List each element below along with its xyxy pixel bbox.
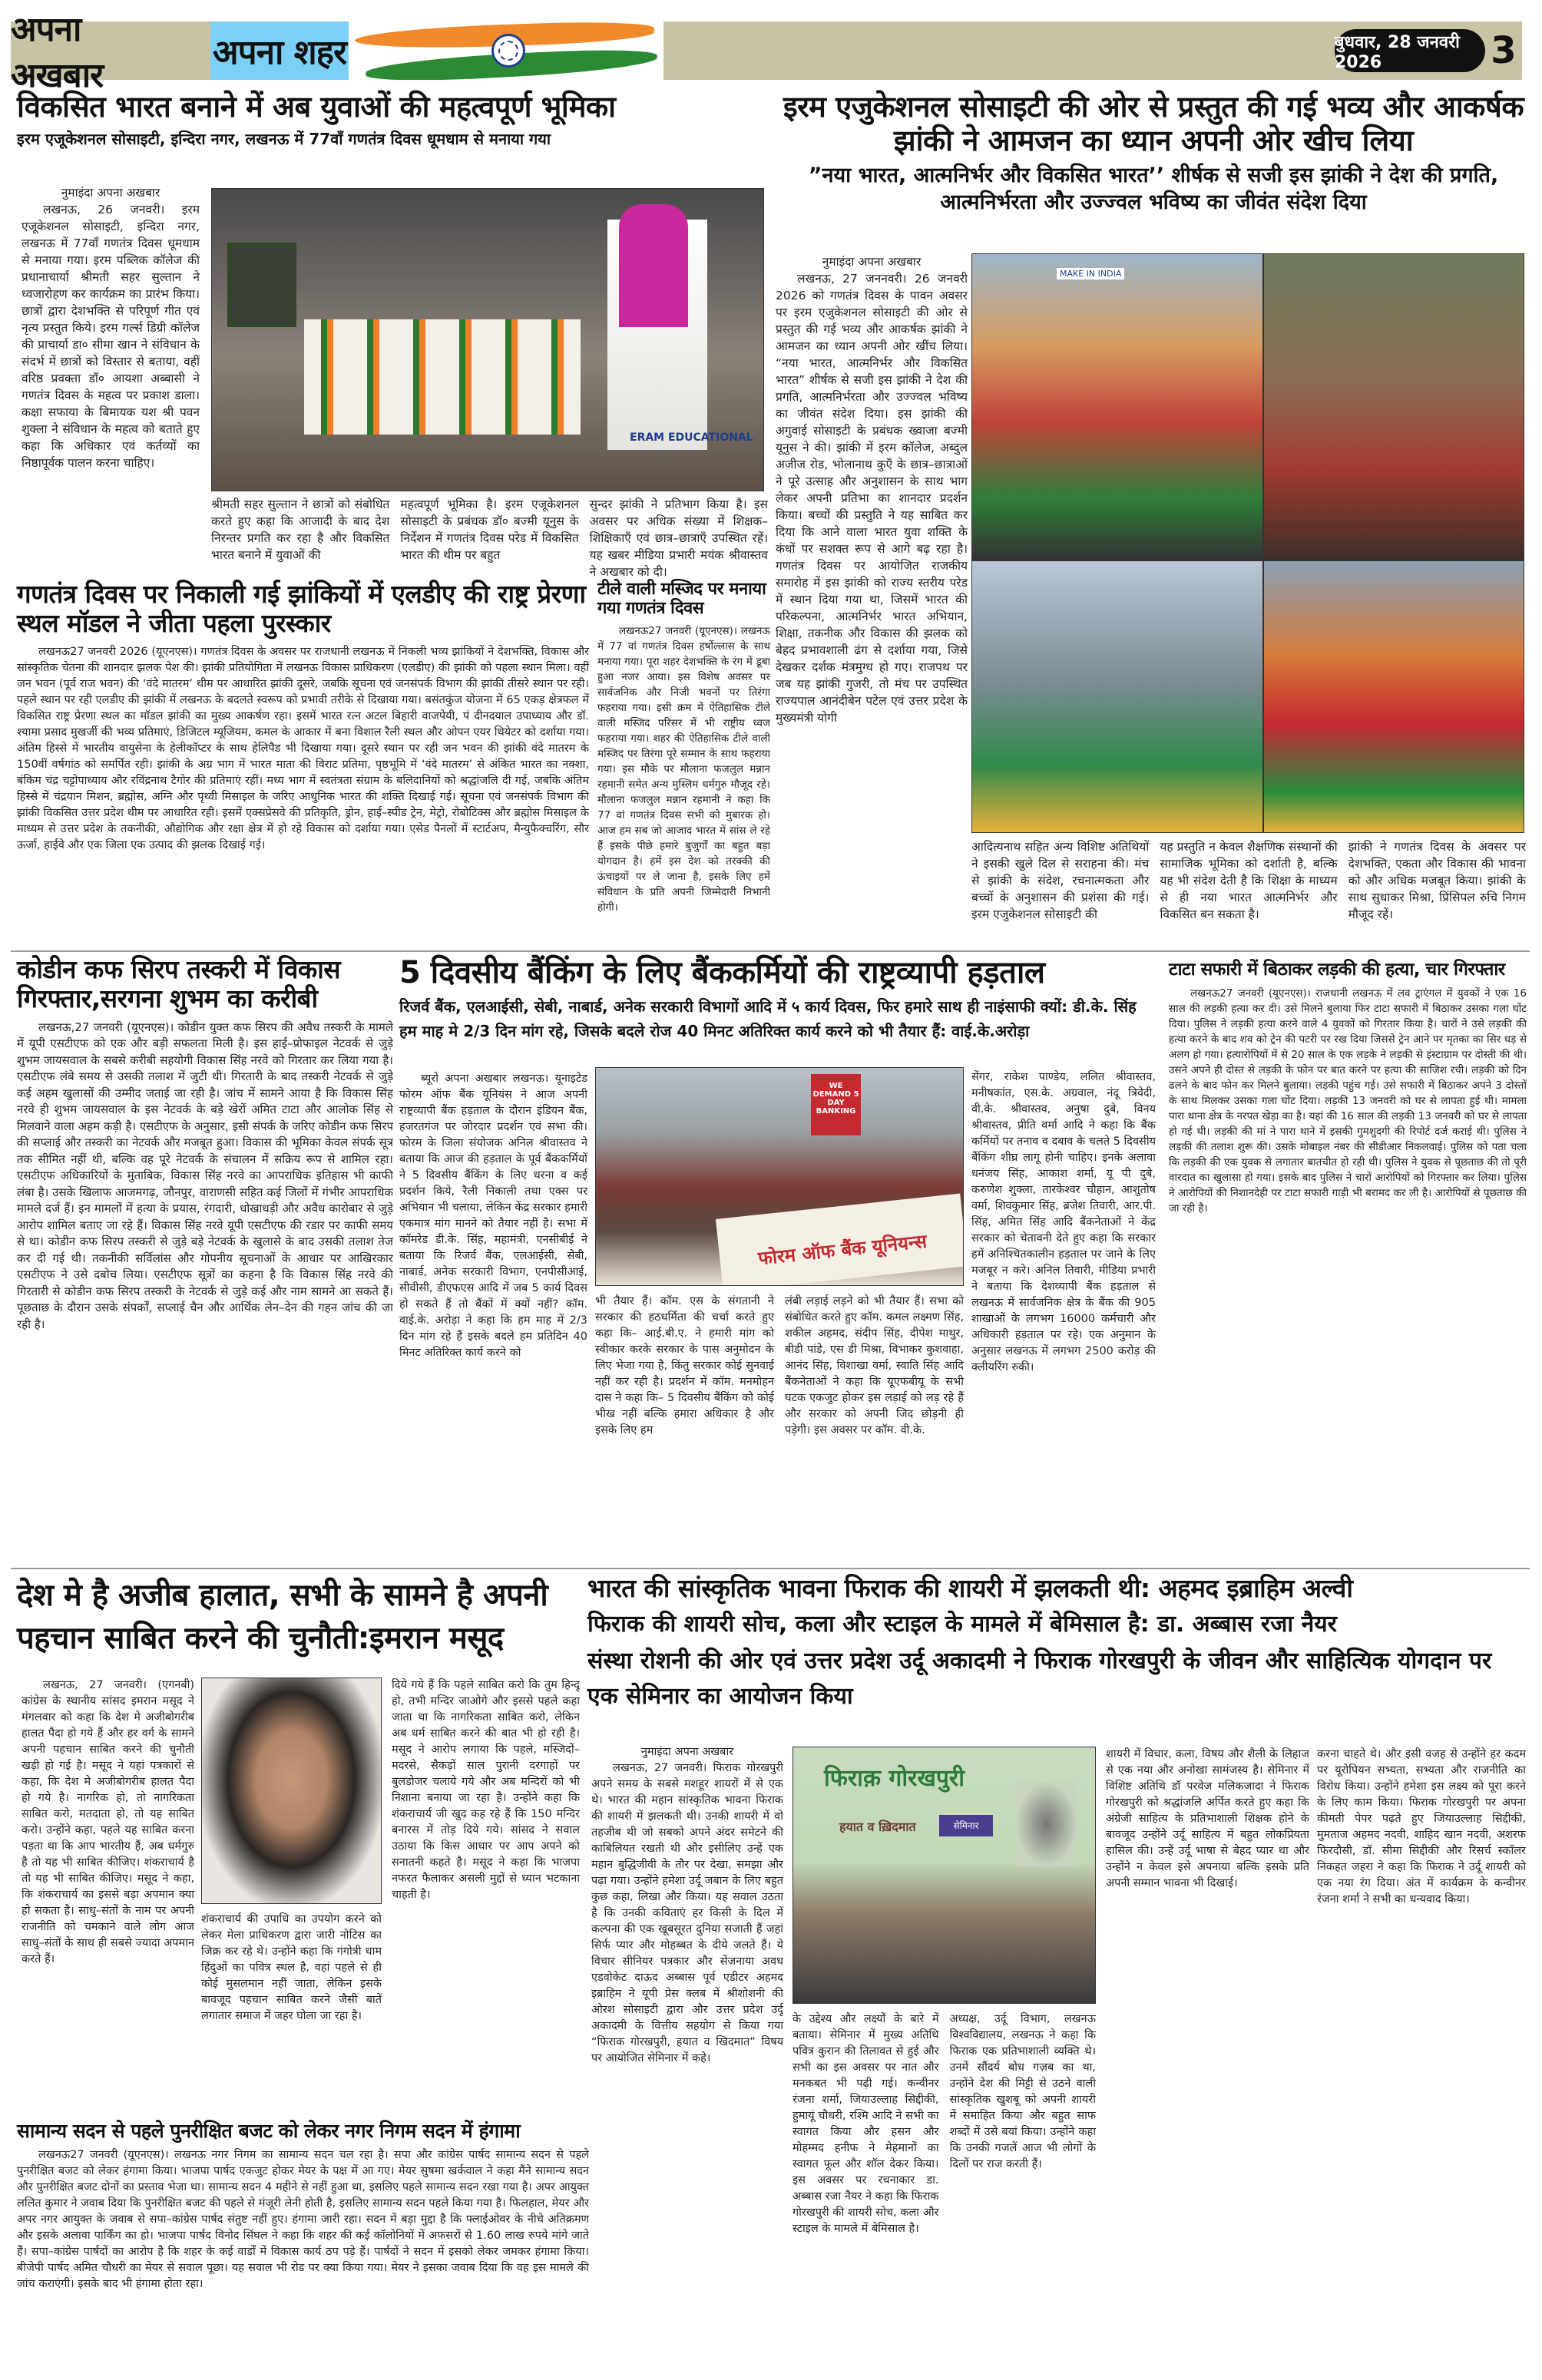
story-imran-masood — [17, 1574, 581, 1660]
article-text: लखनऊ27 जनवरी (यूएनएस)। लखनऊ नगर निगम का सामान्य सदन चल रहा है। सपा और कांग्रेस पार्षद सामान्य सदन से पहले पुनरीक्षित बजट को लेकर हंगामा किया। भाजपा पार्षद एकजुट होकर मेयर के पक्ष में आ गए। मेयर सुषमा खर्कवाल ने कहा मैंने सामान्य सदन और पुनरीक्षित बजट दोनों का प्रस्ताव भेजा था। सामान्य सदन 4 महीने से नहीं हुआ था, इसलिए पहले सामान्य सदन रखा गया है। अपर आयुक्त ललित कुमार ने जवाब दिया कि पुनरीक्षित बजट की पहले से मंजूरी लेनी होती है, इसलिए सामान्य सदन पहले किया गया है। फिलहाल, मेयर और अपर नगर आयुक्त के जवाब से सपा–कांग्रेस पार्षद संतुष्ट नहीं हुए। हंगामा जारी रहा। सदन में बड़ा मुद्दा है कि फ्लाईओवर के नीचे अतिक्रमण और इसके अलावा पार्किंग का हो। भाजपा पार्षद विनोद सिंघल ने कहा कि शहर की कई कॉलोनियों में अफसरों से 1.60 लाख रुपये मांगे जाते हैं। सपा–कांग्रेस पार्षदों का आरोप है कि शहर के कई वार्डों में विकास कार्य ठप पड़े हैं। पार्षदों ने सदन में इसको लेकर जमकर हंगामा किया। बीजेपी पार्षद अमित चौधरी का मेयर से सवाल पूछा। यह सवाल भी रोड पर क्या किया गया। मेयर ने इसका जवाब दिया कि वह इस मामले की जांच कराएंगी। इसके बाद भी हंगामा होता रहा। — [17, 2148, 589, 2290]
happy-republic-day-board — [227, 243, 296, 327]
banner-subtitle: हयात व ख़िदमात — [839, 1820, 916, 1834]
article-text: लखनऊ, 27 जननवरी। 26 जनवरी 2026 को गणतंत्र दिवस के पावन अवसर पर इरम एजुकेशनल सोसाइटी की ओर से प्रस्तुत की गई भव्य और आकर्षक झांकी ने आमजन का ध्यान अपनी ओर खींच लिया। “नया भारत, आत्मनिर्भर और विकसित भारत” शीर्षक से सजी इस झांकी ने देश की प्रगति, आत्मनिर्भरता और उज्ज्वल भविष्य का जीवंत संदेश दिया। इस झांकी की अगुवाई सोसाइटी के प्रबंधक ख्वाजा बज्मी यूनुस ने की। झांकी में इरम कॉलेज, अब्दुल अजीज रोड, भोलानाथ कुएँ के छात्र–छात्राओं ने पूरे उत्साह और अनुशासन के साथ भाग लेकर अपनी प्रतिभा का शानदार प्रदर्शन किया। बच्चों की प्रस्तुति ने यह साबित कर दिया कि आने वाला भारत युवा शक्ति के कंधों पर सशक्त रूप से आगे बढ़ रहा है। गणतंत्र दिवस पर आयोजित राजकीय समारोह में इस झांकी को राज्य स्तरीय परेड में स्थान दिया गया था, जिसमें भारत की परिकल्पना, आत्मनिर्भर भारत अभियान, शिक्षा, तकनीक और विकास की झलक को बेहद प्रभावशाली ढंग से दर्शाया गया, जिसे देखकर दर्शक मंत्रमुग्ध हो गए। राजपथ पर जब यह झांकी गुजरी, तो मंच पर उपस्थित राज्यपाल आनंदीबेन पटेल एवं उत्तर प्रदेश के मुख्यमंत्री योगी — [776, 272, 968, 725]
story-youth-continued — [211, 496, 768, 580]
article-text: झांकी ने गणतंत्र दिवस के अवसर पर देशभक्ति, एकता और विकास की भावना को और अधिक मजबूत किया। झांकी के साथ सुधाकर मिश्रा, प्रिंसिपल रुचि निगम मौजूद रहें। — [1348, 840, 1526, 921]
story-youth-role — [17, 91, 766, 149]
story-tata-safari-murder — [1169, 960, 1527, 1216]
photo-eram-ceremony — [211, 188, 764, 491]
photo-tableau-1 — [971, 253, 1263, 560]
photo-caption: ERAM EDUCATIONAL — [630, 431, 753, 444]
story-firaq-seminar — [587, 1574, 1528, 1715]
subheadline: फिराक की शायरी सोच, कला और स्टाइल के मामले में बेमिसाल है: डा. अब्बास रजा नैयर — [587, 1610, 1337, 1638]
story-bank-col1: ब्यूरो अपना अखबार लखनऊ। यूनाइटेड फोरम ऑफ बैंक यूनियंस ने आज अपनी राष्ट्रव्यापी बैंक हड़ताल के दौरान इंडियन बैंक, हजरतगंज पर जोरदार प्रदर्शन एवं सभा की। फोरम के जिला संयोजक अनिल श्रीवास्तव ने बताया कि आज की हड़ताल के पूर्व बैंककर्मियों ने 5 दिवसीय बैंकिंग के लिए धरना व कई प्रदर्शन किये, रैली निकाली तथा एक्स पर अभियान भी चलाया, लेकिन केंद्र सरकार हमारी एकमात्र मांग मानने को तैयार नहीं है। सभा में कॉमरेड डी.के. सिंह, महामंत्री, एनसीबीई ने बताया कि रिजर्व बैंक, एलआईसी, सेबी, नाबार्ड, अनेक सरकारी विभाग, एनपीसीआई, सीवीसी, डीएफएस आदि में जब 5 कार्य दिवस हो सकते हैं तो बैंकों में क्यों नहीं? कॉम. वाई.के. अरोड़ा ने कहा कि हम माह में 2/3 दिन मांग रहे हैं इसके बदले हम प्रतिदिन 40 मिनट अतिरिक्त कार्य करने को — [399, 1073, 587, 1359]
story-tableau-col1 — [776, 253, 968, 921]
headline[interactable]: 5 दिवसीय बैंकिंग के लिए बैंककर्मियों की राष्ट्रव्यापी हड़ताल — [399, 955, 1045, 990]
headline[interactable]: सामान्य सदन से पहले पुनरीक्षित बजट को लेकर नगर निगम सदन में हंगामा — [17, 2120, 521, 2142]
story-tableau-continued — [971, 838, 1526, 923]
subheadline: रिजर्व बैंक, एलआईसी, सेबी, नाबार्ड, अनेक सरकारी विभागों आदि में ५ कार्य दिवस, फिर हमारे साथ ही नाइंसाफी क्यों: डी.के. सिंह — [399, 997, 1137, 1016]
issue-date: बुधवार, 28 जनवरी 2026 — [1335, 29, 1485, 72]
story-bank-col4: सेंगर, राकेश पाण्डेय, ललित श्रीवास्तव, मनीषकांत, एस.के. अग्रवाल, नंदू त्रिवेदी, वी.के. श्रीवास्तव, अनुषा दुबे, विनय श्रीवास्तव, प्रीति वर्मा आदि ने कहा कि बैंक कर्मियों पर तनाव व दबाव के चलते 5 दिवसीय बैंकिंग शीघ्र लागू होनी चाहिए। इनके अलावा धनंजय सिंह, आकाश शर्मा, यू पी दुबे, करुणेश शुक्ला, तारकेश्वर चौहान, आशुतोष वर्मा, शिवकुमार सिंह, ब्रजेश तिवारी, आर.पी. सिंह, अमित सिंह आदि बैंकनेताओं ने केंद्र सरकार को चेतावनी देते हुए कहा कि सरकार हमें अनिश्चितकालीन हड़ताल पर जाने के लिए मजबूर न करे। अनिल तिवारी, मीडिया प्रभारी ने बताया कि देशव्यापी बैंक हड़ताल से लखनऊ में सार्वजनिक क्षेत्र के बैंक की 905 शाखाओं के लगभग 16000 कर्मचारी और अधिकारी हड़ताल पर रहे। एक अनुमान के अनुसार लखनऊ में लगभग 2500 करोड़ की क्लीयरिंग रुकी। — [971, 1071, 1156, 1373]
byline: नुमाइंदा अपना अखबार — [61, 186, 160, 200]
article-text: अध्यक्ष, उर्दू विभाग, लखनऊ विश्वविद्यालय, लखनऊ ने कहा कि फिराक एक प्रतिभाशाली व्यक्ति थे। उनमें सौंदर्य बोध गज़ब का था, उन्होंने देश की मिट्टी से उठने वाली सांस्कृतिक खुशबू को अपनी शायरी में समाहित किया और बहुत साफ शब्दों में उसे बयां किया। उन्होंने कहा कि उनकी गजलें आज भी लोगों के दिलों पर राज करती हैं। — [949, 2013, 1096, 2170]
page-number: 3 — [1491, 29, 1517, 72]
subheadline: ”नया भारत, आत्मनिर्भर और विकसित भारत’’ शीर्षक से सजी इस झांकी ने देश की प्रगति, आत्मनिर्भरता और उज्ज्वल भविष्य का जीवंत संदेश दिया — [808, 164, 1499, 215]
story-masood-col3: दिये गये हैं कि पहले साबित करो कि तुम हिन्दू हो, तभी मन्दिर जाओगे और इससे पहले कहा जाता था कि नागरिकता साबित करो, लेकिन अब धर्म साबित करने की बात भी हो रही है। मसूद ने आरोप लगाया कि पहले, मस्जिदों–मदरसे, सैकड़ों साल पुरानी दरगाहों पर बुलडोजर चलाये गये और अब मन्दिरों को भी निशाना बनाया जा रहा है। उन्होंने कहा कि शंकराचार्य जी खुद कह रहे हैं कि 150 मन्दिर बनारस में तोड़ दिये गये। सांसद ने सवाल उठाया कि किस आधार पर आप अपने को सनातनी कहते है। मसूद ने कहा कि भाजपा नफरत फैलाकर असली मुद्दों से ध्यान भटकाना चाहती है। — [392, 1679, 580, 1901]
subheadline: इरम एजूकेशनल सोसाइटी, इन्दिरा नगर, लखनऊ में 77वाँ गणतंत्र दिवस धूमधाम से मनाया गया — [17, 129, 551, 148]
article-text: के उद्देश्य और लक्ष्यों के बारे में बताया। सेमिनार में मुख्य अतिथि पवित्र कुरान की तिलावत से हुई और सभी का इस अवसर पर नात और मनकबत भी पढ़ी गई। कन्वीनर रंजना शर्मा, जियाउल्लाह सिद्दीकी, हुमायूं चौधरी, रश्मि आदि ने सभी का स्वागत किया और हसन और मोहम्मद हनीफ ने मेहमानों का स्वागत फूल और शॉल देकर किया। इस अवसर पर रचनाकार डा. अब्बास रजा नैयर ने कहा कि फिराक गोरखपुरी की शायरी सोच, कला और स्टाइल के मामले में बेमिसाल है। — [793, 2013, 939, 2235]
masthead — [11, 10, 1522, 95]
speaker-figure — [619, 204, 688, 327]
banner-title: फिराक़ गोरखपुरी — [824, 1765, 965, 1792]
subheadline: संस्था रोशनी की ओर एवं उत्तर प्रदेश उर्दू अकादमी ने फिराक गोरखपुरी के जीवन और साहित्यिक योगदान पर एक सेमिनार का आयोजन किया — [587, 1647, 1492, 1711]
story-masood-col2: शंकराचार्य की उपाधि का उपयोग करने को लेकर मेला प्राधिकरण द्वारा जारी नोटिस का जिक्र कर रहे थे। उन्होंने कहा कि गंगोत्री धाम हिंदुओं का पवित्र स्थल है, वहां पहले से ही कोई मुसलमान नहीं जाता, लेकिन इसके बावजूद पहचान साबित करने जैसी बातें लगातार समाज में जहर घोला जा रहा है। — [201, 1913, 382, 2022]
story-mosque — [597, 580, 770, 915]
headline[interactable]: इरम एजुकेशनल सोसाइटी की ओर से प्रस्तुत की गई भव्य और आकर्षक झांकी ने आमजन का ध्यान अपनी ओर खीच लिया — [783, 90, 1524, 157]
flag-graphic — [349, 21, 663, 80]
article-text: लखनऊ27 जनवरी (यूएनएस)। लखनऊ में 77 वां गणतंत्र दिवस हर्षोल्लास के साथ मनाया गया। पूरा शहर देशभक्ति के रंग में डूबा हुआ नजर आया। इस विशेष अवसर पर सार्वजनिक और निजी भवनों पर तिरंगा फहराया गया। इसी क्रम में ऐतिहासिक टीले वाली मस्जिद परिसर में भी राष्ट्रीय ध्वज फहराया गया। शहर की ऐतिहासिक टीले वाली मस्जिद पर तिरंगा पूरे सम्मान के साथ फहराया गया। इस मौके पर मौलाना फजलुल मन्नान रहमानी समेत अन्य मुस्लिम धर्मगुरु मौजूद रहे। मौलाना फजलुल मन्नान रहमानी ने कहा कि 77 वां गणतंत्र दिवस सभी को मुबारक हो। आज हम सब जो आजाद भारत में सांस ले रहे हैं इसके पीछे हमारे बुजुर्गों का बहुत बड़ा योगदान है। हमें इस देश को तरक्की की ऊंचाइयों पर ले जाना है, इसके लिए हमें संविधान के प्रति अपनी जिम्मेदारी निभानी होगी। — [597, 624, 770, 914]
photo-firaq-seminar — [793, 1747, 1096, 2004]
byline: नुमाइंदा अपना अखबार — [822, 255, 922, 269]
divider — [11, 950, 1530, 952]
story-lda-tableau — [17, 580, 589, 854]
story-bank-continued — [595, 1294, 964, 1439]
photo-bank-protest — [595, 1067, 964, 1286]
story-bank-strike — [399, 955, 1160, 1041]
story-nagar-nigam — [17, 2121, 589, 2292]
article-text: श्रीमती सहर सुल्तान ने छात्रों को संबोधित करते हुए कहा कि आजादी के बाद देश निरन्तर प्रगति कर रहा है और विकसित भारत बनाने में युवाओं की — [211, 497, 390, 562]
section-name: अपना शहर — [210, 21, 349, 80]
photo-caption: MAKE IN INDIA — [1057, 268, 1124, 279]
headline[interactable]: कोडीन कफ सिरप तस्करी में विकास गिरफ्तार,सरगना शुभम का करीबी — [17, 954, 341, 1013]
ashoka-chakra-icon — [491, 34, 525, 68]
article-text: सुन्दर झांकी ने प्रतिभाग किया है। इस अवसर पर अधिक संख्या में शिक्षक–शिक्षिकाएँ एवं छात्र–छात्राएँ उपस्थित रहें। यह खबर मीडिया प्रभारी मयंक श्रीवास्तव ने अखबार को दी। — [589, 497, 768, 579]
photo-tableau-2 — [1263, 253, 1524, 560]
story-youth-col1 — [22, 184, 200, 471]
article-text: लंबी लड़ाई लड़ने को भी तैयार हैं। सभा को संबोधित करते हुए कॉम. कमल लक्ष्मण सिंह, शकील अहमद, संदीप सिंह, दीपेश माथुर, बीडी पांडे, एस डी मिश्रा, विभाकर कुशवाहा, आनंद सिंह, विशाखा वर्मा, स्वाति सिंह आदि बैंकनेताओं ने कहा कि यूएफबीयू के सभी घटक एकजुट होकर इस लड़ाई को लड़ रहे हैं और सरकार को अपनी जिद छोड़नी ही पड़ेगी। इस अवसर पर कॉम. वी.के. — [785, 1295, 964, 1436]
students-group — [304, 319, 581, 435]
headline[interactable]: टीले वाली मस्जिद पर मनाया गया गणतंत्र दिवस — [597, 580, 766, 619]
story-codeine-arrest — [17, 955, 393, 1333]
headline[interactable]: टाटा सफारी में बिठाकर लड़की की हत्या, चार गिरफ्तार — [1169, 960, 1505, 980]
article-text: लखनऊ27 जनवरी (यूएनएस)। राजधानी लखनऊ में लव ट्राएंगल में युवकों ने एक 16 साल की लड़की हत्या कर दी। उसे मिलने बुलाया फिर टाटा सफारी में बिठाकर उसका गला घोंट दिया। पुलिस ने लड़की हत्या करने वाले 4 युवकों को गिरतार किया है। चारों ने उसे लड़की की हत्या करने के बाद शव को ट्रेन की पटरी पर रख दिया जिससे ट्रेन आने पर मृतका का सिर धड़ से अलग हो गया। हत्यारोपियों में से 20 साल के एक लड़के ने लड़की से इंस्टाग्राम पर दोस्ती की थी। उसने अपने ही दोस्त से लड़की के फोन पर बात करने पर हत्या की साजिश रची। लड़की को दिन ढलने के बाद फोन कर मिलने बुलाया। लड़की पहुंच गई। उसे सफारी में बिठाकर अपने 3 दोस्तों के साथ मिलकर उसका गला घोंट दिया। लड़की 13 जनवरी को घर से लापता हुई थी। मामला पारा थाना क्षेत्र के नरपत खेड़ा का है। यहां की 16 साल की लड़की 13 जनवरी को घर से लापता हो गई थी। लड़की की मां ने पारा थाने में इसकी गुमशुदगी की रिपोर्ट दर्ज कराई थी। पुलिस ने लड़की की तलाश शुरू की। उसके मोबाइल नंबर की सीडीआर निकलवाई। पुलिस को पता चला कि लड़की की एक युवक से लगातार बातचीत हो रही थी। पुलिस ने युवक से पूछताछ की तो पूरी वारदात का खुलासा हो गया। इसके बाद पुलिस ने चारों आरोपियों को गिरफ्तार कर लिया। पुलिस ने आरोपियों की निशानदेही पर टाटा सफारी गाड़ी भी बरामद कर ली है। आरोपियों से पूछताछ की जा रही है। — [1169, 987, 1527, 1215]
story-firaq-col4: शायरी में विचार, कला, विषय और शैली के लिहाज से एक नया और अनोखा सामंजस्य है। सेमिनार में विशिष्ट अतिथि डॉ परवेज मलिकजादा ने फिराक गोरखपुरी को श्रद्धांजलि अर्पित करते हुए कहा कि अंग्रेजी साहित्य के प्रतिभाशाली शिक्षक होने के बावजूद उन्होंने उर्दू साहित्य में बहुत लोकप्रियता हासिल की। उन्हें उर्दू भाषा से बेहद प्यार था और उन्होंने न केवल इसे अपनाया बल्कि इसके प्रति अपनी सम्मान भावना भी दिखाई। — [1106, 1748, 1309, 1889]
article-text: लखनऊ, 27 जनवरी। फिराक गोरखपुरी अपने समय के सबसे मशहूर शायरों में से एक थे। भारत की महान सांस्कृतिक भावना फिराक की शायरी में झलकती थी। उनकी शायरी में वो तहजीब थी जो सबको अपने अंदर समेटने की काबिलियत रखती थी और इसीलिए उन्हें एक महान बुद्धिजीवी के तौर पर देखा, समझा और पढ़ा गया। उन्होंने हमेशा उर्दू जबान के लिए बहुत कुछ कहा, लिखा और किया। यह सवाल उठता है कि उनकी कविताएं हर किसी के दिल में कल्पना की एक खूबसूरत दुनिया सजाती हैं जहां सिर्फ प्यार और मोहब्बत के दीये जलते हैं। ये विचार सीनियर पत्रकार और सेंजनाया अवध एडवोकेट दाऊद अब्बास पूर्व एडीटर अहमद इब्राहिम ने यूपी प्रेस क्लब में श्रीशोशनी की ओरश सोसाइटी द्वारा और उत्तर प्रदेश उर्दू अकादमी के वित्तीय सहयोग से किया गया “फिराक गोरखपुरी, हयात व खिदमात” विषय पर आयोजित सेमिनार में कहे। — [591, 1762, 783, 2064]
photo-tableau-3 — [971, 560, 1263, 833]
paper-name: अपना अखबार — [11, 10, 104, 95]
article-text: भी तैयार हैं। कॉम. एस के संगतानी ने सरकार की हठधर्मिता की चर्चा करते हुए कहा कि– आई.बी.ए. ने हमारी मांग को स्वीकार करके सरकार के पास अनुमोदन के लिए भेजा गया है, किंतु सरकार कोई सुनवाई नहीं कर रही है। प्रदर्शन में कॉम. मनमोहन दास ने कहा कि– 5 दिवसीय बैंकिंग को कोई भीख नहीं बल्कि हमारा अधिकार है और इसके लिए हम — [595, 1295, 774, 1436]
story-masood-col1: लखनऊ, 27 जनवरी। (एगनबी) कांग्रेस के स्थानीय सांसद इमरान मसूद ने मंगलवार को कहा कि देश मे अजीबोगरीब हालत पैदा हो गये हैं और हर वर्ग के सामने अपनी पहचान साबित करने की चुनौती खड़ी हो गई है। मसूद ने यहां पत्रकारों से कहा, कि देश मे अजीबोगरीब हालत पैदा हो गये है। नागरिक हो, तो नागरिकता साबित करो, मतदाता हो, तो यह साबित करो। उन्होंने कहा, पहले यह साबित करना पड़ता था कि आप भारतीय हैं, अब धर्मगुरु है तो यह भी साबित कीजिए। शंकराचार्य है तो यह भी साबित कीजिए। मसूद ने कहा, कि शंकराचार्य का इससे बड़ा अपमान क्या हो सकता है। साधु–संतों के नाम पर अपनी राजनीति को चमकाने वाले लोग आज साधु–संतों के साथ ही सबसे ज्यादा अपमान करते हैं। — [22, 1679, 194, 1965]
story-firaq-col5: करना चाहते थे। और इसी वजह से उन्होंने हर कदम पर यूरोपियन सभ्यता, सभ्यता और राजनीति का विरोध किया। उन्होंने हमेशा इस लक्ष्य को पूरा करने के लिए काम किया। फिराक गोरखपुरी पर अपना कीमती पेपर पढ़ते हुए जियाउल्लाह सिद्दीकी, मुमताज अहमद नदवी, शाहिद खान नदवी, अशरफ फिरदौसी, डॉ. सीमा सिद्दीकी और रिसर्च स्कॉलर निकहत जहरा ने कहा कि फिराक ने उर्दू शायरी को एक नया रंग दिया। अंत में कार्यक्रम के कन्वीनर रंजना शर्मा ने सभी का धन्यवाद किया। — [1317, 1748, 1526, 1906]
headline[interactable]: भारत की सांस्कृतिक भावना फिराक की शायरी में झलकती थी: अहमद इब्राहिम अल्वी — [587, 1573, 1353, 1603]
union-banner: फोरम ऑफ बैंक यूनियन्स — [716, 1194, 964, 1286]
protest-sign: WE DEMAND 5 DAY BANKING — [811, 1074, 861, 1135]
banner-seminar-tag: सेमिनार — [939, 1815, 993, 1836]
byline: नुमाइंदा अपना अखबार — [640, 1746, 734, 1758]
article-text: लखनऊ, 26 जनवरी। इरम एजूकेशनल सोसाइटी, इन्दिरा नगर, लखनऊ में 77वाँ गणतंत्र दिवस धूमधाम से मनाया गया। इरम पब्लिक कॉलेज की प्रधानाचार्या श्रीमती सहर सुल्तान ने ध्वजारोहण कर कार्यक्रम का प्रारंभ किया। छात्रों द्वारा देशभक्ति से परिपूर्ण गीत एवं नृत्य प्रस्तुत किये। इरम गर्ल्स डिग्री कॉलेज की प्राचार्या डा० सीमा खान ने संविधान के संदर्भ में छात्रों को विस्तार से बताया, वहीं वरिष्ठ प्रवक्ता डॉ० आयशा अब्बासी ने गणतंत्र दिवस के महत्व पर प्रकाश डाला। कक्षा सफाया के बिमायक यश श्री पवन शुक्ला ने संविधान के महत्व को बताते हुए कहा कि अधिकार एवं कर्तव्यों का निष्ठापूर्वक पालन करना चाहिए। — [22, 203, 200, 470]
story-tableau — [782, 91, 1525, 217]
article-text: लखनऊ27 जनवरी 2026 (यूएनएस)। गणतंत्र दिवस के अवसर पर राजधानी लखनऊ में निकली भव्य झांकियों ने देशभक्ति, विकास और सांस्कृतिक चेतना की शानदार झलक पेश की। झांकी प्रतियोगिता में लखनऊ विकास प्राधिकरण (एलडीए) की झांकी को पहला स्थान मिला। वहीं जन भवन (पूर्व राज भवन) की ‘वंदे मातरम’ थीम पर आधारित झांकी दूसरे, जबकि सूचना एवं जनसंपर्क विभाग की झांकी तीसरे स्थान पर रही। पहले स्थान पर रही एलडीए की झांकी में लखनऊ के बदलते स्वरूप को प्रभावी तरीके से दिखाया गया। बसंतकुंज योजना में 65 एकड़ क्षेत्रफल में विकसित राष्ट्र प्रेरणा स्थल का मॉडल झांकी का मुख्य आकर्षण रहा। इसमें भारत रत्न अटल बिहारी वाजपेयी, पं दीनदयाल उपाध्याय और डॉ. श्यामा प्रसाद मुखर्जी की भव्य प्रतिमाएं, डिजिटल म्यूजियम, कमल के आकार में बना विशाल रैली स्थल और ओपन एयर थियेटर को दर्शाया गया। अंतिम हिस्से में भारतीय वायुसेना के हेलीकॉप्टर के साथ हेलिपैड भी दिखाया गया। दूसरे स्थान पर रही जन भवन की झांकी वंदे मातरम के 150वीं वर्षगांठ को समर्पित रही। झांकी के अग्र भाग में भारत माता की विराट प्रतिमा, पृष्ठभूमि में ‘वंदे मातरम’ से अंकित भारत का नक्शा, बंकिम चंद्र चट्टोपाध्याय और रविंद्रनाथ टैगोर की प्रतिमाएं रहीं। मध्य भाग में स्वतंत्रता संग्राम के बलिदानियों को श्रद्धांजलि दी गई, जबकि अंतिम हिस्से में चंद्रयान मिशन, ब्रह्मोस, अग्नि और पृथ्वी मिसाइल के जरिए आधुनिक भारत की शक्ति दिखाई गई। सूचना एवं जनसंपर्क विभाग की झांकी विकसित उत्तर प्रदेश थीम पर आधारित रही। इसमें एक्सप्रेसवे की प्रतिकृति, ड्रोन, हाई–स्पीड ट्रेन, मेट्रो, रोबोटिक्स और ब्रह्मोस मिसाइल के माध्यम से उत्तर प्रदेश के तकनीकी, औद्योगिक और रक्षा क्षेत्र में हो रहे विकास को दर्शाया गया। एसेड पैनलों में स्टार्टअप, मैन्युफैक्चरिंग, सौर ऊर्जा, हाईवे और एक जिला एक उत्पाद की झलक दिखाई गई। — [17, 645, 589, 851]
article-text: महत्वपूर्ण भूमिका है। इरम एजूकेशनल सोसाइटी के प्रबंधक डॉ० बज्मी यूनुस के निर्देशन में गणतंत्र दिवस परेड में विकसित भारत की थीम पर बहुत — [400, 497, 579, 562]
headline[interactable]: गणतंत्र दिवस पर निकाली गई झांकियों में एलडीए की राष्ट्र प्रेरणा स्थल मॉडल ने जीता पहला पुरस्कार — [17, 579, 586, 638]
subheadline: हम माह मे 2/3 दिन मांग रहे, जिसके बदले रोज 40 मिनट अतिरिक्त कार्य करने को भी तैयार हैं: वाई.के.अरोड़ा — [399, 1022, 1030, 1040]
story-firaq-continued — [793, 2011, 1096, 2237]
article-text: आदित्यनाथ सहित अन्य विशिष्ट अतिथियों ने इसकी खुले दिल से सराहना की। मंच से झांकी के संदेश, रचनात्मकता और बच्चों के अनुशासन की प्रशंसा की गई। इरम एजुकेशनल सोसाइटी की — [971, 840, 1150, 921]
article-text: लखनऊ,27 जनवरी (यूएनएस)। कोडीन युक्त कफ सिरप की अवैध तस्करी के मामले में यूपी एसटीएफ को एक और बड़ी सफलता मिली है। इस हाई–प्रोफाइल नेटवर्क से जुड़े शुभम जायसवाल के सबसे करीबी सहयोगी विकास सिंह नरवे को गिरतार कर लिया गया है। एसटीएफ लंबे समय से उसकी तलाश में जुटी थी। गिरतारी के बाद तस्करी नेटवर्क से जुड़े कई अहम खुलासों की उम्मीद जताई जा रही है। जांच में सामने आया है कि विकास सिंह नरवे ही शुभम जायसवाल के इस नेटवर्क के बड़े खेरों अमित टाटा और आलोक सिंह से मिलवाने वाला अहम कड़ी है। एसटीएफ के अनुसार, इसी संपर्क के जरिए कोडीन कफ सिरप की सप्लाई और तस्करी का नेटवर्क और मजबूत हुआ। विकास की भूमिका केवल संपर्क सूत्र तक सीमित नहीं थी, बल्कि वह पूरे नेटवर्क के संचालन में सक्रिय रूप से शामिल रहा। एसटीएफ अधिकारियों के मुताबिक, विकास सिंह नरवे का आपराधिक इतिहास भी काफी लंबा है। उसके खिलाफ आजमगढ़, जौनपुर, वाराणसी सहित कई जिलों में गंभीर आपराधिक मामले दर्ज हैं। इन मामलों में हत्या के प्रयास, रंगदारी, धोखाधड़ी और अवैध कारोबार से जुड़े आरोप शामिल बताए जा रहे हैं। विकास सिंह नरवे यूपी एसटीएफ की रडार पर काफी समय से था। कोडीन कफ सिरप तस्करी से जुड़े बड़े नेटवर्क के खुलासे के बाद उसकी तलाश तेज कर दी गई थी। तकनीकी सर्विलांस और गोपनीय सूचनाओं के आधार पर आखिरकार एसटीएफ ने उसे दबोच लिया। एसटीएफ सूत्रों का कहना है कि विकास सिंह नरवे की गिरतारी से कोडीन कफ सिरप तस्करी के नेटवर्क से जुड़े कई और नाम सामने आ सकते हैं। पूछताछ के दौरान उसके संपर्कों, सप्लाई चैन और आर्थिक लेन–देन की गहन जांच की जा रही है। — [17, 1020, 393, 1331]
article-text: यह प्रस्तुति न केवल शैक्षणिक संस्थानों की सामाजिक भूमिका को दर्शाती है, बल्कि यह भी संदेश देती है कि शिक्षा के माध्यम से ही नया भारत आत्मनिर्भर और विकसित बन सकता है। — [1160, 840, 1338, 921]
divider — [11, 1568, 1530, 1569]
headline[interactable]: विकसित भारत बनाने में अब युवाओं की महत्वपूर्ण भूमिका — [17, 90, 616, 124]
photo-tableau-4 — [1263, 560, 1524, 833]
firaq-portrait — [1016, 1782, 1077, 1866]
headline[interactable]: देश मे है अजीब हालात, सभी के सामने है अपनी पहचान साबित करने की चुनौती:इमरान मसूद — [17, 1578, 548, 1656]
story-firaq-col1 — [591, 1744, 783, 2067]
photo-imran-masood — [201, 1678, 382, 1904]
